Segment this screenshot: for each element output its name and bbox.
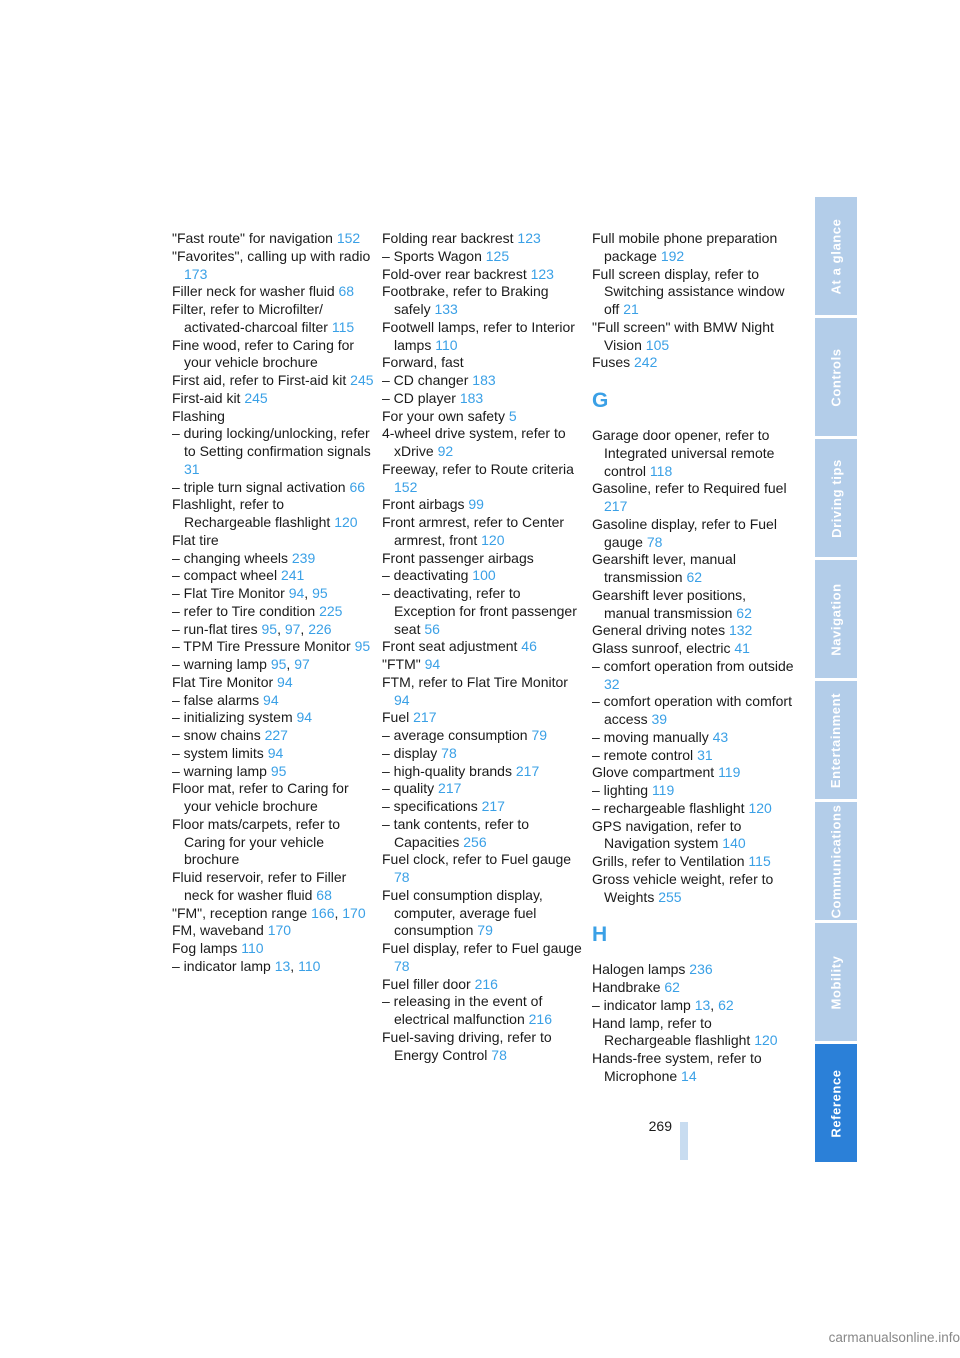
index-entry bbox=[382, 816, 584, 852]
index-entry-text: Floor mats/carpets, refer to Caring for your vehicle brochure bbox=[172, 815, 341, 868]
page-reference-link[interactable]: 94 bbox=[277, 673, 293, 690]
index-entry bbox=[382, 248, 584, 266]
page-reference-link[interactable]: 170 bbox=[267, 922, 292, 939]
page-reference-link[interactable]: 152 bbox=[394, 478, 418, 495]
page-reference-link[interactable]: 170 bbox=[342, 904, 366, 921]
index-entry bbox=[172, 692, 374, 710]
index-entry bbox=[592, 551, 794, 587]
page-reference-link[interactable]: 95 bbox=[270, 762, 287, 779]
page-reference-link[interactable]: 78 bbox=[646, 533, 663, 550]
index-entry-text: Folding rear backrest bbox=[382, 230, 514, 246]
page-reference-link[interactable]: 256 bbox=[463, 833, 487, 850]
index-entry-text: – during locking/unlocking, refer to Setting confirmation signals bbox=[172, 425, 371, 459]
index-entry-text: 4-wheel drive system, refer to xDrive bbox=[382, 425, 566, 459]
index-entry bbox=[382, 514, 584, 550]
index-entry: – warning lamp 95, 97 bbox=[172, 656, 310, 672]
index-entry bbox=[382, 709, 584, 727]
index-entry bbox=[592, 266, 794, 319]
index-entry-text: Front passenger airbags bbox=[382, 549, 534, 566]
index-entry bbox=[592, 764, 794, 782]
index-entry-text: "FM", reception range bbox=[172, 904, 308, 921]
page-reference-link[interactable]: 14 bbox=[681, 1067, 697, 1084]
page-reference-link[interactable]: 62 bbox=[736, 604, 752, 621]
index-entry-text: Full screen display, refer to Switching assistance window off bbox=[592, 265, 785, 317]
index-entry bbox=[382, 674, 584, 710]
index-entry bbox=[592, 961, 794, 979]
index-entry bbox=[382, 283, 584, 319]
index-entry-text: – Flat Tire Monitor bbox=[172, 585, 285, 601]
page-reference-link[interactable]: 216 bbox=[528, 1011, 552, 1027]
page-reference-link[interactable]: 173 bbox=[184, 265, 208, 282]
index-entry bbox=[172, 816, 374, 869]
page-reference-link[interactable]: 217 bbox=[413, 709, 437, 726]
page-reference-link[interactable]: 217 bbox=[438, 780, 462, 797]
page-reference-link[interactable]: 119 bbox=[718, 764, 741, 781]
index-entry bbox=[382, 656, 584, 674]
index-entry-text: Flat Tire Monitor bbox=[172, 673, 274, 690]
index-entry-text: Fuel clock, refer to Fuel gauge bbox=[382, 851, 572, 868]
index-entry-text: – system limits bbox=[172, 744, 264, 761]
page-reference-link[interactable]: 68 bbox=[338, 283, 355, 300]
index-entry-text: – comfort operation with comfort access bbox=[592, 693, 792, 727]
page-reference-link[interactable]: 120 bbox=[334, 514, 358, 530]
index-entry-text: "FTM" bbox=[382, 656, 421, 672]
chapter-tab-communications[interactable] bbox=[815, 802, 857, 920]
page-reference-link[interactable]: 166 bbox=[311, 904, 335, 921]
page-reference-link[interactable]: 140 bbox=[722, 835, 746, 852]
index-entry-text: Footbrake, refer to Braking safely bbox=[382, 283, 549, 317]
index-entry bbox=[382, 354, 584, 372]
section-letter: H bbox=[592, 923, 608, 947]
index-entry-text: For your own safety bbox=[382, 407, 505, 424]
index-entry bbox=[382, 745, 584, 763]
index-entry-text: – compact wheel bbox=[172, 567, 278, 584]
page-reference-link[interactable]: 78 bbox=[441, 744, 457, 761]
page-number: 269 bbox=[648, 1118, 672, 1134]
chapter-tab-label: Navigation bbox=[828, 582, 844, 656]
index-entry bbox=[172, 337, 374, 373]
index-entry-text: – false alarms bbox=[172, 691, 260, 708]
index-entry bbox=[382, 798, 584, 816]
index-entry bbox=[382, 425, 584, 461]
index-entry-text: Fine wood, refer to Caring for your vehicle brochure bbox=[172, 336, 355, 371]
index-entry bbox=[592, 853, 794, 871]
index-entry bbox=[592, 747, 794, 765]
index-entry bbox=[382, 390, 584, 408]
index-entry-text: Forward, fast bbox=[382, 354, 464, 371]
index-entry-text: Hands-free system, refer to Microphone bbox=[592, 1050, 762, 1084]
index-entry-text: – changing wheels bbox=[172, 549, 288, 566]
page-reference-link[interactable]: 95 bbox=[312, 585, 328, 601]
index-entry bbox=[592, 1050, 794, 1086]
index-entry bbox=[172, 567, 374, 585]
index-entry-text: Floor mat, refer to Caring for your vehicle brochure bbox=[172, 780, 349, 814]
page-reference-link[interactable]: 100 bbox=[472, 567, 496, 584]
index-entry: – run-flat tires 95, 97, 226 bbox=[172, 620, 332, 637]
index-entry-text: "Favorites", calling up with radio bbox=[172, 247, 371, 264]
index-entry: "FM", reception range 166, 170 bbox=[172, 904, 366, 921]
page-reference-link[interactable]: 255 bbox=[658, 888, 682, 905]
index-entry: – Flat Tire Monitor 94, 95 bbox=[172, 585, 328, 601]
page-reference-link[interactable]: 125 bbox=[485, 247, 510, 264]
index-entry bbox=[382, 496, 584, 514]
index-entry-text: Garage door opener, refer to Integrated universal remote control bbox=[592, 427, 775, 479]
index-entry-text: Fuses bbox=[592, 354, 631, 371]
page-reference-link[interactable]: 227 bbox=[264, 727, 288, 743]
page-reference-link[interactable]: 62 bbox=[664, 979, 680, 995]
index-entry bbox=[382, 408, 584, 426]
index-entry bbox=[592, 1015, 794, 1051]
index-entry-text: – deactivating, refer to Exception for front passenger seat bbox=[382, 585, 577, 637]
index-entry-text: – indicator lamp bbox=[592, 996, 691, 1013]
page-reference-link[interactable]: 115 bbox=[748, 853, 771, 869]
chapter-tab-label: Mobility bbox=[828, 955, 844, 1009]
chapter-tabs bbox=[815, 197, 857, 1160]
index-entry-text: – comfort operation from outside bbox=[592, 657, 794, 674]
page-reference-link[interactable]: 94 bbox=[424, 656, 441, 672]
index-entry-text: Gearshift lever, manual transmission bbox=[592, 551, 736, 585]
page-reference-link[interactable]: 43 bbox=[712, 728, 729, 745]
index-entry bbox=[382, 940, 584, 976]
page-reference-link[interactable]: 32 bbox=[604, 675, 620, 692]
page-reference-link[interactable]: 183 bbox=[472, 372, 496, 388]
page-reference-link[interactable]: 94 bbox=[296, 709, 313, 726]
page-reference-link[interactable]: 241 bbox=[280, 567, 305, 584]
index-entry bbox=[382, 585, 584, 638]
index-entry bbox=[172, 638, 374, 656]
index-entry bbox=[382, 567, 584, 585]
index-entry-text: – triple turn signal activation bbox=[172, 478, 346, 495]
index-entry bbox=[382, 780, 584, 798]
index-entry-text: – refer to Tire condition bbox=[172, 602, 316, 619]
index-entry bbox=[592, 480, 794, 516]
index-entry bbox=[382, 638, 584, 656]
index-entry-text: Gasoline, refer to Required fuel bbox=[592, 480, 787, 497]
page-reference-link[interactable]: 94 bbox=[394, 691, 410, 708]
index-entry bbox=[592, 354, 794, 372]
index-entry bbox=[382, 319, 584, 355]
page-reference-link[interactable]: 62 bbox=[686, 569, 703, 585]
page-reference-link[interactable]: 120 bbox=[754, 1032, 778, 1049]
index-entry bbox=[172, 283, 374, 301]
index-entry-text: Flashlight, refer to Rechargeable flashlight bbox=[172, 496, 331, 530]
page-reference-link[interactable]: 115 bbox=[331, 318, 355, 335]
index-entry-text: Hand lamp, refer to Rechargeable flashlight bbox=[592, 1014, 751, 1049]
index-entry-text: – rechargeable flashlight bbox=[592, 799, 745, 816]
index-entry bbox=[592, 658, 794, 694]
index-entry bbox=[592, 818, 794, 854]
index-entry-text: – quality bbox=[382, 780, 435, 797]
index-column-1 bbox=[172, 230, 374, 976]
index-entry bbox=[592, 640, 794, 658]
page-reference-link[interactable]: 78 bbox=[394, 957, 410, 974]
section-letter: G bbox=[592, 389, 609, 412]
index-entry-text: – warning lamp bbox=[172, 656, 267, 672]
index-entry-text: FTM, refer to Flat Tire Monitor bbox=[382, 673, 568, 690]
index-entry bbox=[172, 940, 374, 958]
page-reference-link[interactable]: 79 bbox=[477, 922, 493, 939]
index-entry bbox=[382, 763, 584, 781]
page-reference-link[interactable]: 120 bbox=[748, 799, 772, 816]
page-reference-link[interactable]: 68 bbox=[316, 886, 332, 903]
index-entry-text: – warning lamp bbox=[172, 762, 267, 779]
page-reference-link[interactable]: 95 bbox=[261, 620, 278, 637]
page-reference-link[interactable]: 66 bbox=[349, 478, 366, 495]
index-entry-text: Fuel display, refer to Fuel gauge bbox=[382, 940, 582, 956]
index-entry bbox=[172, 425, 374, 478]
index-entry-text: First aid, refer to First-aid kit bbox=[172, 372, 347, 388]
index-entry-text: – tank contents, refer to Capacities bbox=[382, 815, 530, 850]
index-entry-text: – deactivating bbox=[382, 567, 469, 584]
page-reference-link[interactable]: 225 bbox=[319, 602, 343, 619]
index-entry-text: – releasing in the event of electrical malfunction bbox=[382, 993, 543, 1027]
index-entry-text: – TPM Tire Pressure Monitor bbox=[172, 638, 351, 655]
chapter-tab-at-a-glance[interactable] bbox=[815, 197, 857, 315]
index-entry bbox=[382, 266, 584, 284]
index-column-2 bbox=[382, 230, 584, 1064]
index-column-3 bbox=[592, 230, 794, 1086]
page-reference-link[interactable]: 245 bbox=[244, 389, 268, 406]
index-entry-text: Front armrest, refer to Center armrest, front bbox=[382, 514, 565, 548]
page-reference-link[interactable]: 78 bbox=[491, 1046, 507, 1063]
page-reference-link[interactable]: 217 bbox=[604, 498, 628, 514]
index-entry bbox=[382, 372, 584, 390]
page-reference-link[interactable]: 62 bbox=[718, 996, 734, 1013]
index-entry: – indicator lamp 13, 62 bbox=[592, 996, 734, 1013]
index-entry bbox=[382, 461, 584, 497]
page-reference-link[interactable]: 31 bbox=[697, 746, 713, 763]
page-reference-link[interactable]: 21 bbox=[623, 301, 639, 317]
index-entry bbox=[172, 869, 374, 905]
page-reference-link[interactable]: 236 bbox=[689, 961, 713, 978]
index-entry bbox=[382, 993, 584, 1029]
index-entry-text: – high-quality brands bbox=[382, 762, 512, 779]
index-entry bbox=[172, 390, 374, 408]
index-entry-text: Gasoline display, refer to Fuel gauge bbox=[592, 515, 777, 550]
index-entry-text: Halogen lamps bbox=[592, 961, 686, 978]
page-reference-link[interactable]: 46 bbox=[521, 638, 537, 655]
page-reference-link[interactable]: 110 bbox=[435, 336, 458, 353]
index-entry-text: Freeway, refer to Route criteria bbox=[382, 460, 574, 477]
index-entry bbox=[172, 301, 374, 337]
index-entry-text: – initializing system bbox=[172, 709, 293, 726]
page-reference-link[interactable]: 94 bbox=[288, 585, 305, 601]
chapter-tab-entertainment[interactable] bbox=[815, 681, 857, 799]
index-entry bbox=[592, 800, 794, 818]
page-reference-link[interactable]: 5 bbox=[508, 407, 517, 424]
chapter-tab-label: Reference bbox=[828, 1068, 844, 1138]
index-entry-text: First-aid kit bbox=[172, 389, 241, 406]
page-reference-link[interactable]: 95 bbox=[354, 638, 371, 655]
page-reference-link[interactable]: 133 bbox=[434, 301, 458, 317]
index-entry-text: Flashing bbox=[172, 407, 225, 424]
index-entry-text: "Fast route" for navigation bbox=[172, 230, 333, 246]
page-number-bar bbox=[680, 1122, 688, 1160]
page-reference-link[interactable]: 239 bbox=[291, 549, 316, 566]
page-reference-link[interactable]: 226 bbox=[308, 620, 332, 637]
page-reference-link[interactable]: 92 bbox=[437, 443, 454, 459]
index-entry bbox=[382, 1029, 584, 1065]
page-reference-link[interactable]: 99 bbox=[468, 496, 484, 513]
index-entry-text: FM, waveband bbox=[172, 922, 264, 939]
page-reference-link[interactable]: 31 bbox=[184, 460, 200, 477]
index-entry-text: Fuel consumption display, computer, average fuel consumption bbox=[382, 886, 543, 939]
index-entry bbox=[382, 887, 584, 940]
index-entry bbox=[172, 603, 374, 621]
index-entry-text: Filler neck for washer fluid bbox=[172, 283, 335, 300]
index-entry-text: – CD player bbox=[382, 389, 456, 406]
chapter-tab-label: Controls bbox=[828, 347, 844, 407]
index-entry-text: "Full screen" with BMW Night Vision bbox=[592, 318, 774, 353]
index-entry bbox=[172, 780, 374, 816]
page-reference-link[interactable]: 120 bbox=[481, 531, 505, 548]
index-entry-text: Fuel-saving driving, refer to Energy Control bbox=[382, 1028, 552, 1063]
index-entry bbox=[172, 745, 374, 763]
index-entry-text: General driving notes bbox=[592, 622, 726, 639]
index-entry-text: Fluid reservoir, refer to Filler neck for washer fluid bbox=[172, 869, 347, 903]
index-entry bbox=[172, 496, 374, 532]
index-entry-text: Gearshift lever positions, manual transmission bbox=[592, 586, 747, 621]
page-reference-link[interactable]: 41 bbox=[734, 640, 750, 656]
page-reference-link[interactable]: 217 bbox=[515, 762, 540, 779]
index-entry bbox=[172, 248, 374, 284]
index-entry-text: – remote control bbox=[592, 746, 694, 763]
index-entry-text: Flat tire bbox=[172, 531, 219, 548]
index-entry-text: Front seat adjustment bbox=[382, 638, 518, 655]
index-entry bbox=[172, 550, 374, 568]
page-reference-link[interactable]: 132 bbox=[728, 622, 753, 639]
index-entry-text: Fuel filler door bbox=[382, 975, 471, 992]
page-reference-link[interactable]: 217 bbox=[481, 798, 505, 814]
page-reference-link[interactable]: 56 bbox=[424, 620, 440, 637]
index-entry bbox=[592, 979, 794, 997]
index-entry-text: – moving manually bbox=[592, 728, 709, 745]
page-reference-link[interactable]: 110 bbox=[298, 957, 321, 974]
index-entry bbox=[592, 871, 794, 907]
index-entry bbox=[172, 532, 374, 550]
page-reference-link[interactable]: 97 bbox=[284, 620, 301, 637]
page-reference-link[interactable]: 123 bbox=[517, 230, 541, 246]
index-entry bbox=[592, 622, 794, 640]
index-entry-text: – indicator lamp bbox=[172, 957, 271, 974]
index-entry-text: Glove compartment bbox=[592, 764, 715, 781]
index-entry-text: – Sports Wagon bbox=[382, 247, 482, 264]
index-entry bbox=[382, 550, 584, 568]
chapter-tab-reference[interactable] bbox=[815, 1044, 857, 1162]
page-reference-link[interactable]: 192 bbox=[660, 247, 685, 264]
page-reference-link[interactable]: 242 bbox=[634, 354, 658, 371]
index-entry bbox=[382, 727, 584, 745]
page-reference-link[interactable]: 118 bbox=[649, 462, 673, 479]
index-entry-text: – CD changer bbox=[382, 372, 469, 388]
index-entry-text: – snow chains bbox=[172, 727, 261, 743]
index-entry bbox=[592, 693, 794, 729]
index-entry bbox=[592, 516, 794, 552]
chapter-tab-label: At a glance bbox=[828, 218, 844, 294]
page-reference-link[interactable]: 110 bbox=[241, 940, 264, 956]
index-entry-text: Glass sunroof, electric bbox=[592, 640, 731, 656]
index-entry bbox=[592, 427, 794, 480]
index-entry bbox=[592, 782, 794, 800]
watermark: carmanualsonline.info bbox=[828, 1330, 960, 1345]
index-entry-text: Fog lamps bbox=[172, 940, 238, 956]
chapter-tab-navigation[interactable] bbox=[815, 560, 857, 678]
index-entry bbox=[592, 729, 794, 747]
page-reference-link[interactable]: 39 bbox=[651, 711, 668, 727]
index-entry-text: Handbrake bbox=[592, 979, 661, 995]
chapter-tab-label: Entertainment bbox=[828, 692, 844, 788]
page-reference-link[interactable]: 123 bbox=[530, 265, 554, 282]
chapter-tab-controls[interactable] bbox=[815, 318, 857, 436]
page-reference-link[interactable]: 245 bbox=[350, 372, 374, 388]
index-entry bbox=[172, 922, 374, 940]
index-entry bbox=[382, 976, 584, 994]
page-reference-link[interactable]: 94 bbox=[267, 744, 284, 761]
index-entry bbox=[592, 230, 794, 266]
index-entry bbox=[592, 319, 794, 355]
index-entry bbox=[172, 727, 374, 745]
page-reference-link[interactable]: 119 bbox=[651, 782, 675, 798]
page-reference-link[interactable]: 13 bbox=[694, 996, 711, 1013]
index-entry-text: GPS navigation, refer to Navigation system bbox=[592, 817, 742, 852]
page-reference-link[interactable]: 97 bbox=[294, 656, 310, 672]
index-entry-text: – lighting bbox=[592, 782, 649, 798]
index-entry-text: – average consumption bbox=[382, 727, 528, 743]
page-reference-link[interactable]: 183 bbox=[459, 389, 484, 406]
index-entry-text: Footwell lamps, refer to Interior lamps bbox=[382, 318, 575, 353]
index-entry bbox=[172, 674, 374, 692]
index-entry-text: – run-flat tires bbox=[172, 620, 258, 637]
page-reference-link[interactable]: 216 bbox=[474, 975, 498, 992]
index-entry-text: – display bbox=[382, 744, 438, 761]
index-entry bbox=[382, 230, 584, 248]
index-entry: – indicator lamp 13, 110 bbox=[172, 957, 321, 974]
page-reference-link[interactable]: 152 bbox=[336, 230, 361, 246]
index-entry-text: Filter, refer to Microfilter/ activated-charcoal filter bbox=[172, 301, 328, 335]
index-entry bbox=[172, 709, 374, 727]
index-entry bbox=[382, 851, 584, 887]
page-reference-link[interactable]: 105 bbox=[645, 336, 670, 353]
chapter-tab-driving-tips[interactable] bbox=[815, 439, 857, 557]
index-entry bbox=[172, 479, 374, 497]
page-reference-link[interactable]: 94 bbox=[263, 691, 279, 708]
chapter-tab-label: Driving tips bbox=[828, 458, 844, 538]
page-reference-link[interactable]: 78 bbox=[394, 869, 410, 885]
index-entry-text: – specifications bbox=[382, 798, 478, 814]
index-entry bbox=[172, 408, 374, 426]
page-reference-link[interactable]: 79 bbox=[531, 727, 548, 743]
index-entry bbox=[172, 230, 374, 248]
chapter-tab-mobility[interactable] bbox=[815, 923, 857, 1041]
chapter-tab-label: Communications bbox=[828, 804, 844, 918]
page-reference-link[interactable]: 13 bbox=[274, 957, 291, 974]
index-entry bbox=[592, 587, 794, 623]
index-entry-text: Fold-over rear backrest bbox=[382, 265, 527, 282]
index-entry-text: Fuel bbox=[382, 709, 410, 726]
index-entry bbox=[172, 372, 374, 390]
index-entry-text: Full mobile phone preparation package bbox=[592, 230, 778, 264]
index-entry-text: Front airbags bbox=[382, 496, 465, 513]
index-entry bbox=[172, 763, 374, 781]
index-entry-text: Grills, refer to Ventilation bbox=[592, 853, 745, 869]
page-reference-link[interactable]: 95 bbox=[270, 656, 287, 672]
index-entry-text: Gross vehicle weight, refer to Weights bbox=[592, 870, 774, 905]
